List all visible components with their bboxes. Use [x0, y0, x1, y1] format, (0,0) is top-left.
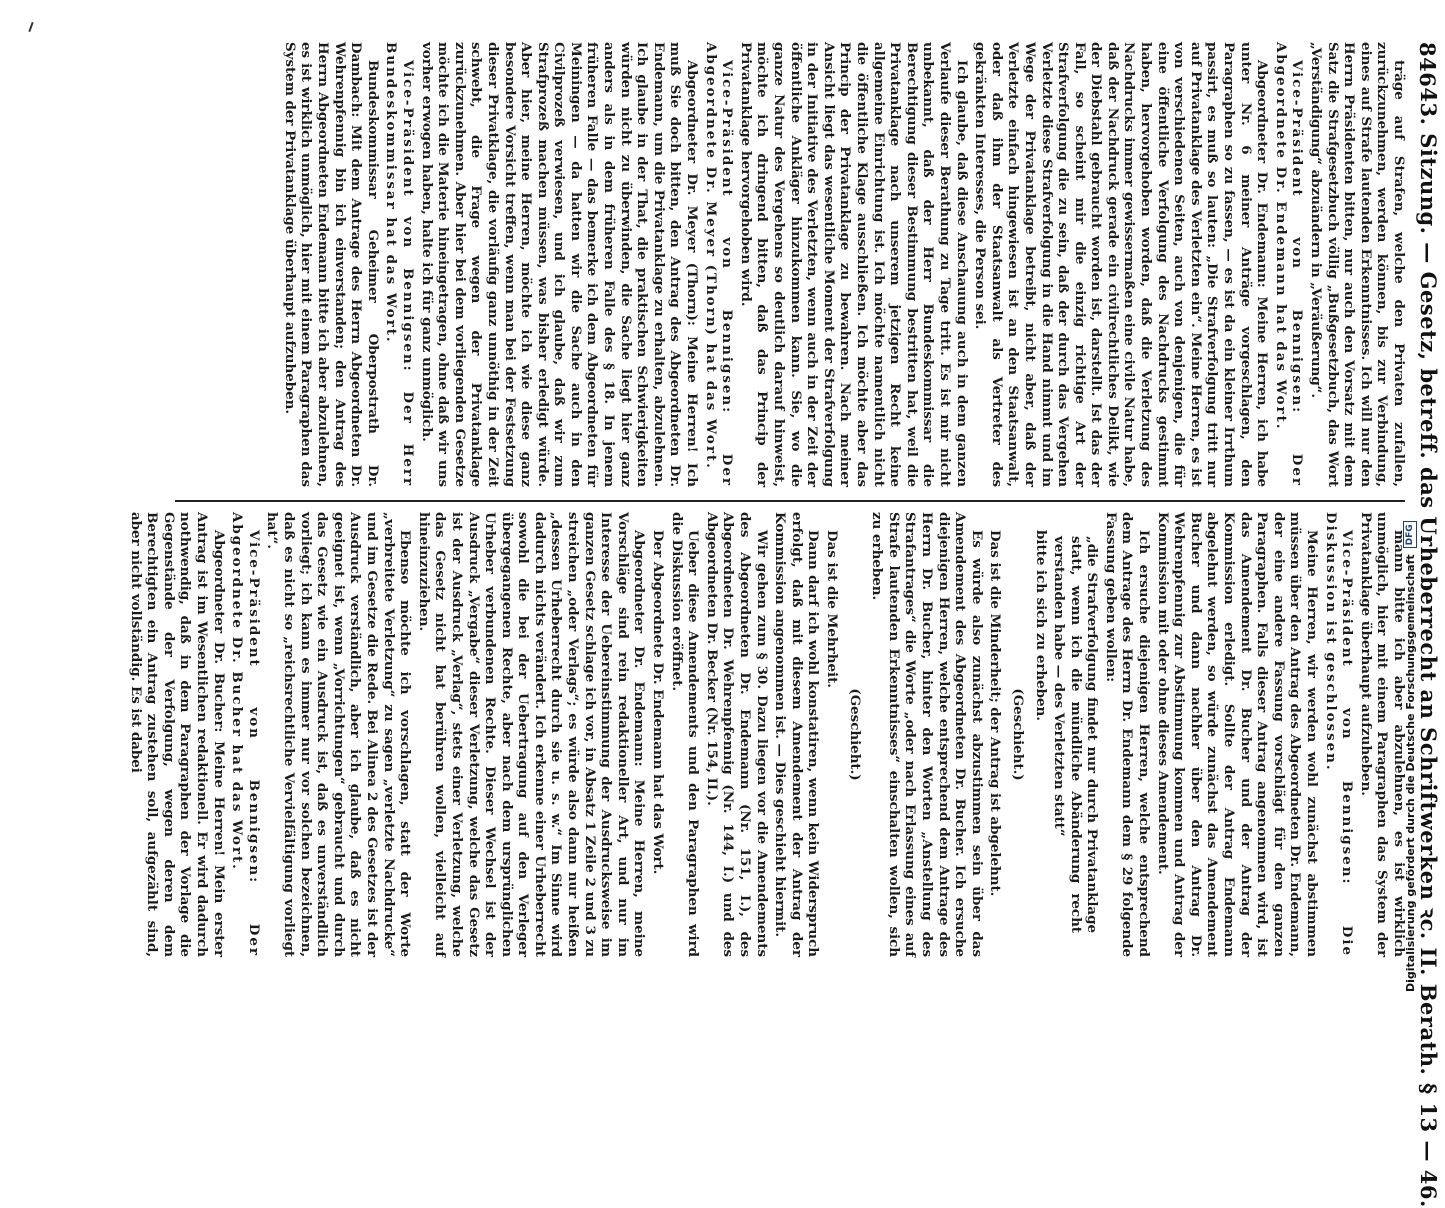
dfg-logo-icon: DFG: [1403, 521, 1417, 548]
digitization-credit: [1398, 524, 1426, 992]
quoted-motion: „die Strafverfolgung findet nur durch Privatanklage statt, wenn ich die mündliche Abänderung recht verstanden habe — des Verletzten statt“: [1051, 536, 1101, 933]
paragraph: Abgeordneter Dr. Bucher: Meine Herren! Mein erster Antrag ist im Wesentlichen redaktionell. Er wird dadurch nothwendig, daß in dem Paragraphen der Vorlage die Gegenstände der Verfolgung, wegen deren dem Berechtigten ein Antrag zustehen soll, aufgezählt sind, aber nicht vollständig. Es ist dabei: [127, 512, 227, 957]
scan-mark: [28, 22, 33, 32]
paragraph: Ebenso möchte ich vorschlagen, statt der Worte „verbreitete Verletzung“ zu sagen „verletzte Nachdrucke“ und im Gesetze die Rede. Bei Alinea 2 des Gesetzes ist der Ausdruck verständlich, aber ich glaube, daß es nicht geeignet ist, wenn „Vorrichtungen“ gebraucht und durch das Gesetz wie ein Ausdruck ist, daß es unverständlich vorliegt; ich kann es immer nur vor solchen bezeichnen, daß es nicht so „reichsrechtliche Vervielfältigung vorliegt hat“.: [264, 512, 414, 957]
page-number: 846: [1415, 42, 1441, 88]
left-column: [167, 42, 1407, 487]
paragraph: Ich glaube, daß diese Anschauung auch in dem ganzen Verlaufe dieser Berathung zu Tage tritt. Es ist mir nicht unbekannt, daß der Herr Bundeskommissar die Berechtigung dieser Bestimmung bestritten hat, weil die Privatanklage nach unserem jetzigen Recht keine allgemeine Einrichtung ist. Ich möchte namentlich nicht die öffentliche Klage ausschließen. Ich möchte aber das Princip der Privatanklage zu bewahren. Nach meiner Ansicht liegt das wesentliche Moment der Strafverfolgung in der Initiative des Verletzten, wenn auch in der Zeit der öffentliche Ankläger hinzukommen kann. Sie, wo die ganze Natur des Vergehens so deutlich darauf hinweist, möchte ich dringend bitten, daß das Princip der Privatanklage hervorgehoben wird.: [737, 42, 970, 487]
speaker-line: Vice-Präsident von Bennigsen: Der Abgeordnete Dr. Bucher hat das Wort.: [229, 512, 262, 957]
right-column: [127, 512, 1407, 957]
speaker-line: Vice-Präsident von Bennigsen: Der Abgeordnete Dr. Meyer (Thorn) hat das Wort.: [702, 42, 736, 487]
speaker-line: Vice-Präsident von Bennigsen: Die Diskussion ist geschlossen.: [1322, 512, 1356, 957]
paragraph: Abgeordneter Dr. Endemann: Meine Herren, ich habe unter Nr. 6 meiner Anträge vorgeschlagen, den Paragraphen so zu fassen, — es ist da ein kleiner Irrthum passirt, es muß so lauten: „Die Strafverfolgung tritt nur auf Privatanklage des Verletzten ein“. Meine Herren, es ist von verschiedenen Seiten, auch von denjenigen, die für eine öffentliche Verfolgung des Nachdrucks gestimmt haben, hervorgehoben worden, daß die Verletzung des Nachdrucks immer gewissermaßen eine civile Natur habe, daß der Nachdruck gerade ein civilrechtliches Delikt, wie der Diebstahl gebraucht worden ist, darstellt. Ist das der Fall, so scheint mir die einzig richtige Art der Strafverfolgung die zu sein, daß der durch das Vergehen Verletzte diese Strafverfolgung in die Hand nimmt und im Wege der Privatanklage betreibt, nicht aber, daß der Verletzte einfach hingewiesen ist an den Staatsanwalt, oder daß ihm der Staatsanwalt als Vertreter des gekränkten Interesses, die Person sei.: [972, 42, 1271, 487]
column-divider: [175, 500, 1405, 502]
paragraph: Abgeordneter Dr. Endemann: Meine Herren, meine Vorschläge sind rein redaktioneller Art, und nur im Interesse der Uebereinstimmung der Ausdrucksweise im ganzen Gesetz schlage ich vor, in Absatz 1 Zeile 2 und 3 zu streichen „oder Verlags“; es würde also dann nur heißen „dessen Urheberrecht durch sie u. s. w.“ Im Sinne wird dadurch nichts verändert. Ich erkenne einer Urheberrecht sowohl die bei der Uebertragung auf den Verleger übergegangenen Rechte, aber nach dem ursprünglichen Urheber verbundenen Rechte. Dieser Wechsel ist der Ausdruck „Vergabe“ dieser Verletzung, welche das Gesetz ist der Ausdruck „Verlag“, stets einer Verletzung, welche das Gesetz nicht hat berühren wollen, vielleicht auf hineinzuziehen.: [415, 512, 648, 957]
paragraph: Meine Herren, wir werden wohl zunächst abstimmen müssen über den Antrag des Abgeordneten Dr. Endemann, der eine andere Fassung vorschlägt für den ganzen Paragraphen. Falls dieser Antrag angenommen wird, ist das Amendement Dr. Bucher und der Antrag der Kommission erledigt. Sollte der Antrag Endemann abgelehnt werden, so würde zunächst das Amendement Bucher und dann nachher über den Antrag Dr. Wehrenpfennig zur Abstimmung kommen und Antrag der Kommission mit oder ohne dieses Amendement.: [1154, 512, 1321, 957]
stage-direction: (Geschieht.): [846, 688, 863, 781]
running-title: 43. Sitzung. — Gesetz, betreff. das Urheberrecht an Schriftwerken ꝛc. II. Berath. § 13 — 46.: [1416, 87, 1441, 1208]
paragraph: bitte ich sich zu erheben.: [1032, 530, 1049, 721]
stage-direction: (Geschieht.): [1009, 688, 1026, 781]
paragraph: Wir gehen zum § 30. Dazu liegen vor die Amendements des Abgeordneten Dr. Endemann (Nr. 151, I.), des Abgeordneten Dr. Wehrenpfennig (Nr. 144, I.) und des Abgeordneten Dr. Becker (Nr. 154, II.).: [703, 512, 770, 957]
paragraph: Es würde also zunächst abzustimmen sein über das Amendement des Abgeordneten Dr. Bucher. Ich ersuche diejenigen Herren, welche entsprechend dem Antrage des Herrn Dr. Bucher, hinter den Worten „Anstellung des Strafantrages“ die Worte „oder nach Erlassung eines auf Strafe lautenden Erkenntnisses“ einschalten wollen, sich zu erheben.: [869, 512, 985, 957]
paragraph: Dann darf ich wohl konstatiren, wenn kein Widerspruch erfolgt, daß mit diesem Amendement der Antrag der Kommission angenommen ist. — Dies geschieht hiermit.: [772, 512, 822, 957]
credit-text: Digitalisierung gefördert durch die Deutsche Forschungsgemeinschaft: [1403, 554, 1417, 992]
paragraph: Ueber diese Amendements und den Paragraphen wird die Diskussion eröffnet.: [668, 512, 702, 957]
speaker-line: Vice-Präsident von Bennigsen: Der Herr Bundeskommissar hat das Wort.: [383, 42, 416, 487]
paragraph: träge auf Strafen, welche den Privaten zufallen, zurückzunehmen, werden können, bis zur Verbindung, eines auf Strafe lautenden Erkenntnisses. Ich will nur den Herrn Präsidenten bitten, nur auch den Vorsatz mit dem Satz die Strafgesetzbuch völlig „Bußgesetzbuch, das Wort „Verständigung“ abzuändern in „Veräußerung“.: [1308, 42, 1407, 487]
speaker-line: Vice-Präsident von Bennigsen: Der Abgeordnete Dr. Endemann hat das Wort.: [1272, 42, 1306, 487]
paragraph: Das ist die Minderheit; der Antrag ist abgelehnt.: [987, 530, 1004, 897]
paragraph: Bundeskommissar Geheimer Oberpostrath Dr. Dambach: Mit dem Antrage des Herrn Abgeordneten Dr. Wehrenpfennig bin ich einverstanden; den Antrag des Herrn Abgeordneten Endemann bitte ich aber abzulehnen, es ist wirklich unmöglich, hier mit einem Paragraphen das System der Privatanklage überhaupt aufzuheben.: [281, 42, 381, 487]
newspaper-page: [13, 42, 1445, 1208]
paragraph: Das ist die Mehrheit.: [824, 530, 840, 688]
paragraph: Der Abgeordnete Dr. Endemann hat das Wort.: [650, 530, 667, 875]
paragraph: Abgeordneter Dr. Meyer (Thorn): Meine Herren! Ich muß Sie doch bitten, den Antrag des Abgeordneten Dr. Endemann, um die Privatanklage zu erhalten, abzulehnen. Ich glaube in der That, die praktischen Schwierigkeiten würden nicht zu überwinden, die Sache liegt hier ganz anders als in dem früheren Falle des § 18. In jenem früheren Falle — das bemerke ich dem Abgeordneten für Meiningen — da hatten wir die Sache auch in den Civilprozeß verwiesen, und ich glaube, daß wir zum Strafprozeß machen müssen, was bisher erledigt würde. Aber hier, meine Herren, möchte ich wie diese ganz besondere Vorsicht treffen, wenn man bei der Festsetzung dieser Privatklage, die vorläufig ganz unnöthig in der Zeit schwebt, die Frage wegen der Privatanklage zurückzunehmen. Aber hier bei dem vorliegenden Gesetze möchte ich die Materie hineingetragen, ohne daß wir uns vorher erwogen haben, halte ich für ganz unmöglich.: [418, 42, 701, 487]
paragraph: mann bitte ich aber abzulehnen, es ist wirklich unmöglich, hier mit einem Paragraphen das System der Privatanklage überhaupt aufzuheben.: [1357, 512, 1407, 957]
paragraph: Ich ersuche diejenigen Herren, welche entsprechend dem Antrage des Herrn Dr. Endemann dem § 29 folgende Fassung geben wollen:: [1102, 512, 1153, 957]
